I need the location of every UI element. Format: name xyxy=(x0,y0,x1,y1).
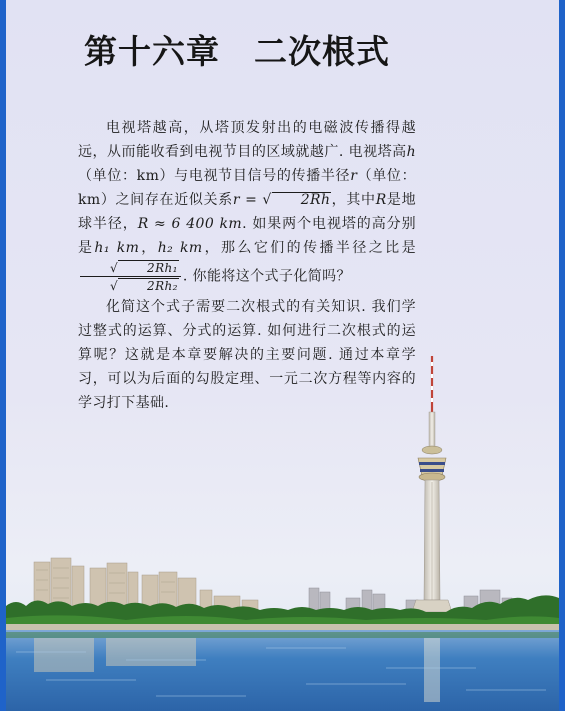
sqrt-symbol: √ xyxy=(262,192,272,208)
formula-radicand: 2Rh xyxy=(272,192,332,207)
tv-tower xyxy=(412,356,452,612)
intro-paragraph-1: 电视塔越高，从塔顶发射出的电磁波传播得越远，从而能收看到电视节目的区域就越广. 电视塔高h（单位：km）与电视节目信号的传播半径r（单位：km）之间存在近似关系r = √ 2Rh，其中R是地球半径，R ≈ 6 400 km. 如果两个电视塔的高分别是h₁ km，h₂ km，那么它们的传播半径之比是 $\frac{\text{√ 2Rh₁}}{\text{√ 2Rh₂}}$ . 你能将这个式子化简吗？ xyxy=(78,120,416,293)
earth-radius-value: R ≈ 6 400 km xyxy=(137,216,243,232)
intro-text xyxy=(78,116,416,415)
intro-paragraph-2: 化简这个式子需要二次根式的有关知识. 我们学过整式的运算、分式的运算. 如何进行二次根式的运算呢？这就是本章要解决的主要问题. 通过本章学习，可以为后面的勾股定理、一元二次方程等内容的学习打下基础. xyxy=(78,299,416,411)
shoreline xyxy=(6,624,559,630)
page-frame-right xyxy=(559,0,565,711)
formula: r = xyxy=(232,192,263,208)
chapter-title: 第十六章 二次根式 xyxy=(84,32,390,71)
buildings-left xyxy=(34,558,258,610)
page xyxy=(6,0,559,711)
radius-ratio-fraction: $\frac{\text{√ 2Rh₁}}{\text{√ 2Rh₂}}$ xyxy=(80,260,181,293)
